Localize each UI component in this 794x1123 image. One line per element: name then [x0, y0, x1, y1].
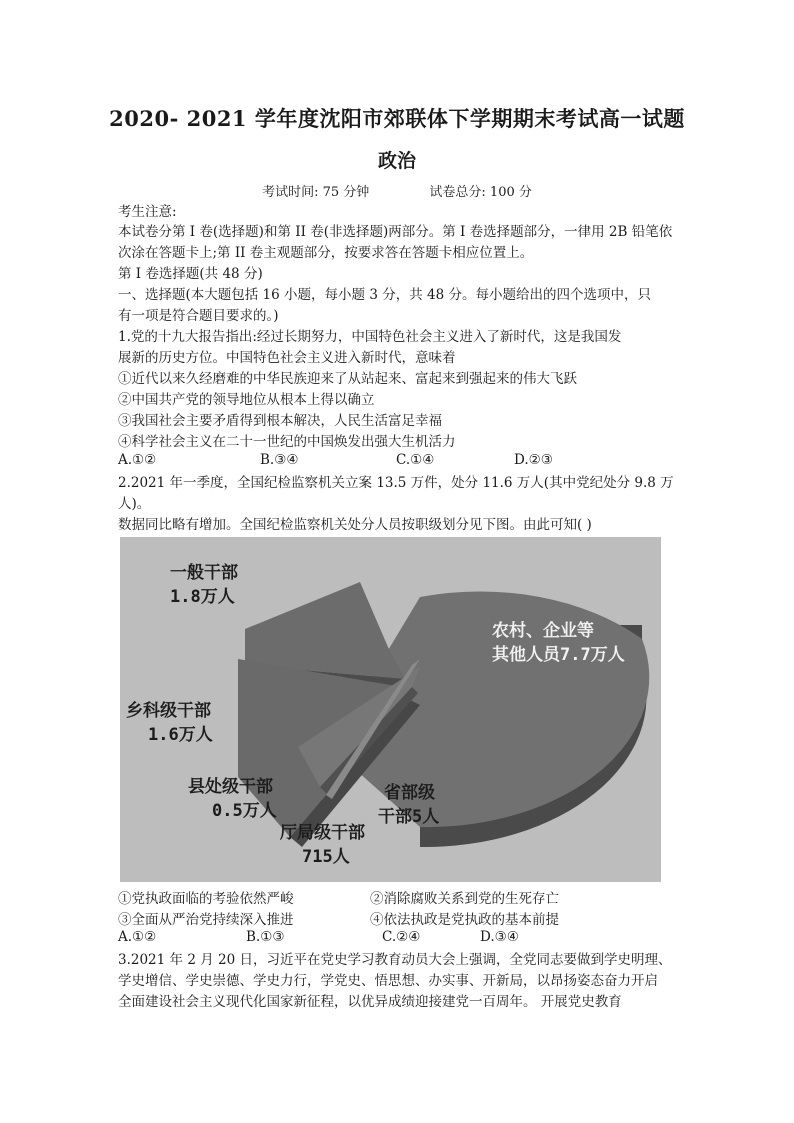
label-provincial: 省部级 干部5人 [378, 783, 440, 827]
question-1-stem: 展新的历史方位。中国特色社会主义进入新时代，意味着 [118, 350, 456, 366]
question-1-item: ②中国共产党的领导地位从根本上得以确立 [118, 392, 375, 408]
option-d: D.②③ [514, 452, 553, 468]
question-2-stem: 2.2021 年一季度，全国纪检监察机关立案 13.5 万件，处分 11.6 万人(其中党纪处分 9.8 万 [118, 475, 674, 491]
subject-title: 政治 [377, 150, 416, 172]
pie-chart-figure [120, 537, 661, 882]
exam-title: 2020- 2021 学年度沈阳市郊联体下学期期末考试高一试题 [109, 106, 685, 131]
section-instruction: 有一项是符合题目要求的。) [118, 308, 279, 324]
question-1-item: ④科学社会主义在二十一世纪的中国焕发出强大生机活力 [118, 434, 456, 450]
question-2-stem: 数据同比略有增加。全国纪检监察机关处分人员按职级划分见下图。由此可知( ) [118, 517, 592, 533]
question-3-stem: 全面建设社会主义现代化国家新征程，以优异成绩迎接建党一百周年。 开展党史教育 [118, 994, 622, 1010]
label-county: 县处级干部 0.5万人 [188, 777, 277, 821]
option-d: D.③④ [480, 929, 519, 945]
notice-line: 次涂在答题卡上;第 II 卷主观题部分，按要求答在答题卡相应位置上。 [118, 245, 534, 261]
question-2-items [118, 908, 680, 928]
option-c: C.①④ [396, 452, 435, 468]
question-2-stem: 人)。 [118, 496, 151, 512]
option-a: A.①② [118, 452, 157, 468]
section-instruction: 一、选择题(本大题包括 16 小题，每小题 3 分，共 48 分。每小题给出的四个选项中，只 [118, 287, 651, 303]
exam-meta [0, 181, 794, 200]
label-rural: 农村、企业等 其他人员7.7万人 [492, 621, 625, 665]
option-b: B.①③ [246, 929, 285, 945]
option-b: B.③④ [260, 452, 299, 468]
exam-score: 试卷总分: 100 分 [429, 185, 532, 200]
question-1-item: ①近代以来久经磨难的中华民族迎来了从站起来、富起来到强起来的伟大飞跃 [118, 371, 577, 387]
section-part: 第 I 卷选择题(共 48 分) [118, 266, 263, 282]
question-2-item: ②消除腐败关系到党的生死存亡 [370, 891, 559, 907]
question-3-stem: 3.2021 年 2 月 20 日，习近平在党史学习教育动员大会上强调，全党同志要做到学史明理、 [118, 952, 672, 968]
label-bureau: 厅局级干部 715人 [280, 823, 365, 867]
question-2-options [118, 929, 680, 949]
question-2-items [118, 887, 680, 907]
question-2-item: ④依法执政是党执政的基本前提 [370, 912, 559, 928]
notice-line: 本试卷分第 I 卷(选择题)和第 II 卷(非选择题)两部分。第 I 卷选择题部分，一律用 2B 铅笔依 [118, 224, 673, 240]
question-1-item: ③我国社会主要矛盾得到根本解决，人民生活富足幸福 [118, 413, 442, 429]
label-general: 一般干部 1.8万人 [170, 563, 238, 607]
exam-time: 考试时间: 75 分钟 [262, 185, 370, 200]
option-a: A.①② [118, 929, 157, 945]
notice-heading: 考生注意: [118, 204, 177, 220]
label-township: 乡科级干部 1.6万人 [126, 701, 213, 745]
question-2-item: ③全面从严治党持续深入推进 [118, 912, 294, 928]
option-c: C.②④ [382, 929, 421, 945]
question-1-options [118, 452, 680, 472]
question-1-stem: 1.党的十九大报告指出:经过长期努力，中国特色社会主义进入了新时代，这是我国发 [118, 329, 622, 345]
question-3-stem: 学史增信、学史崇德、学史力行，学党史、悟思想、办实事、开新局，以昂扬姿态奋力开启 [118, 973, 658, 989]
question-2-item: ①党执政面临的考验依然严峻 [118, 891, 294, 907]
